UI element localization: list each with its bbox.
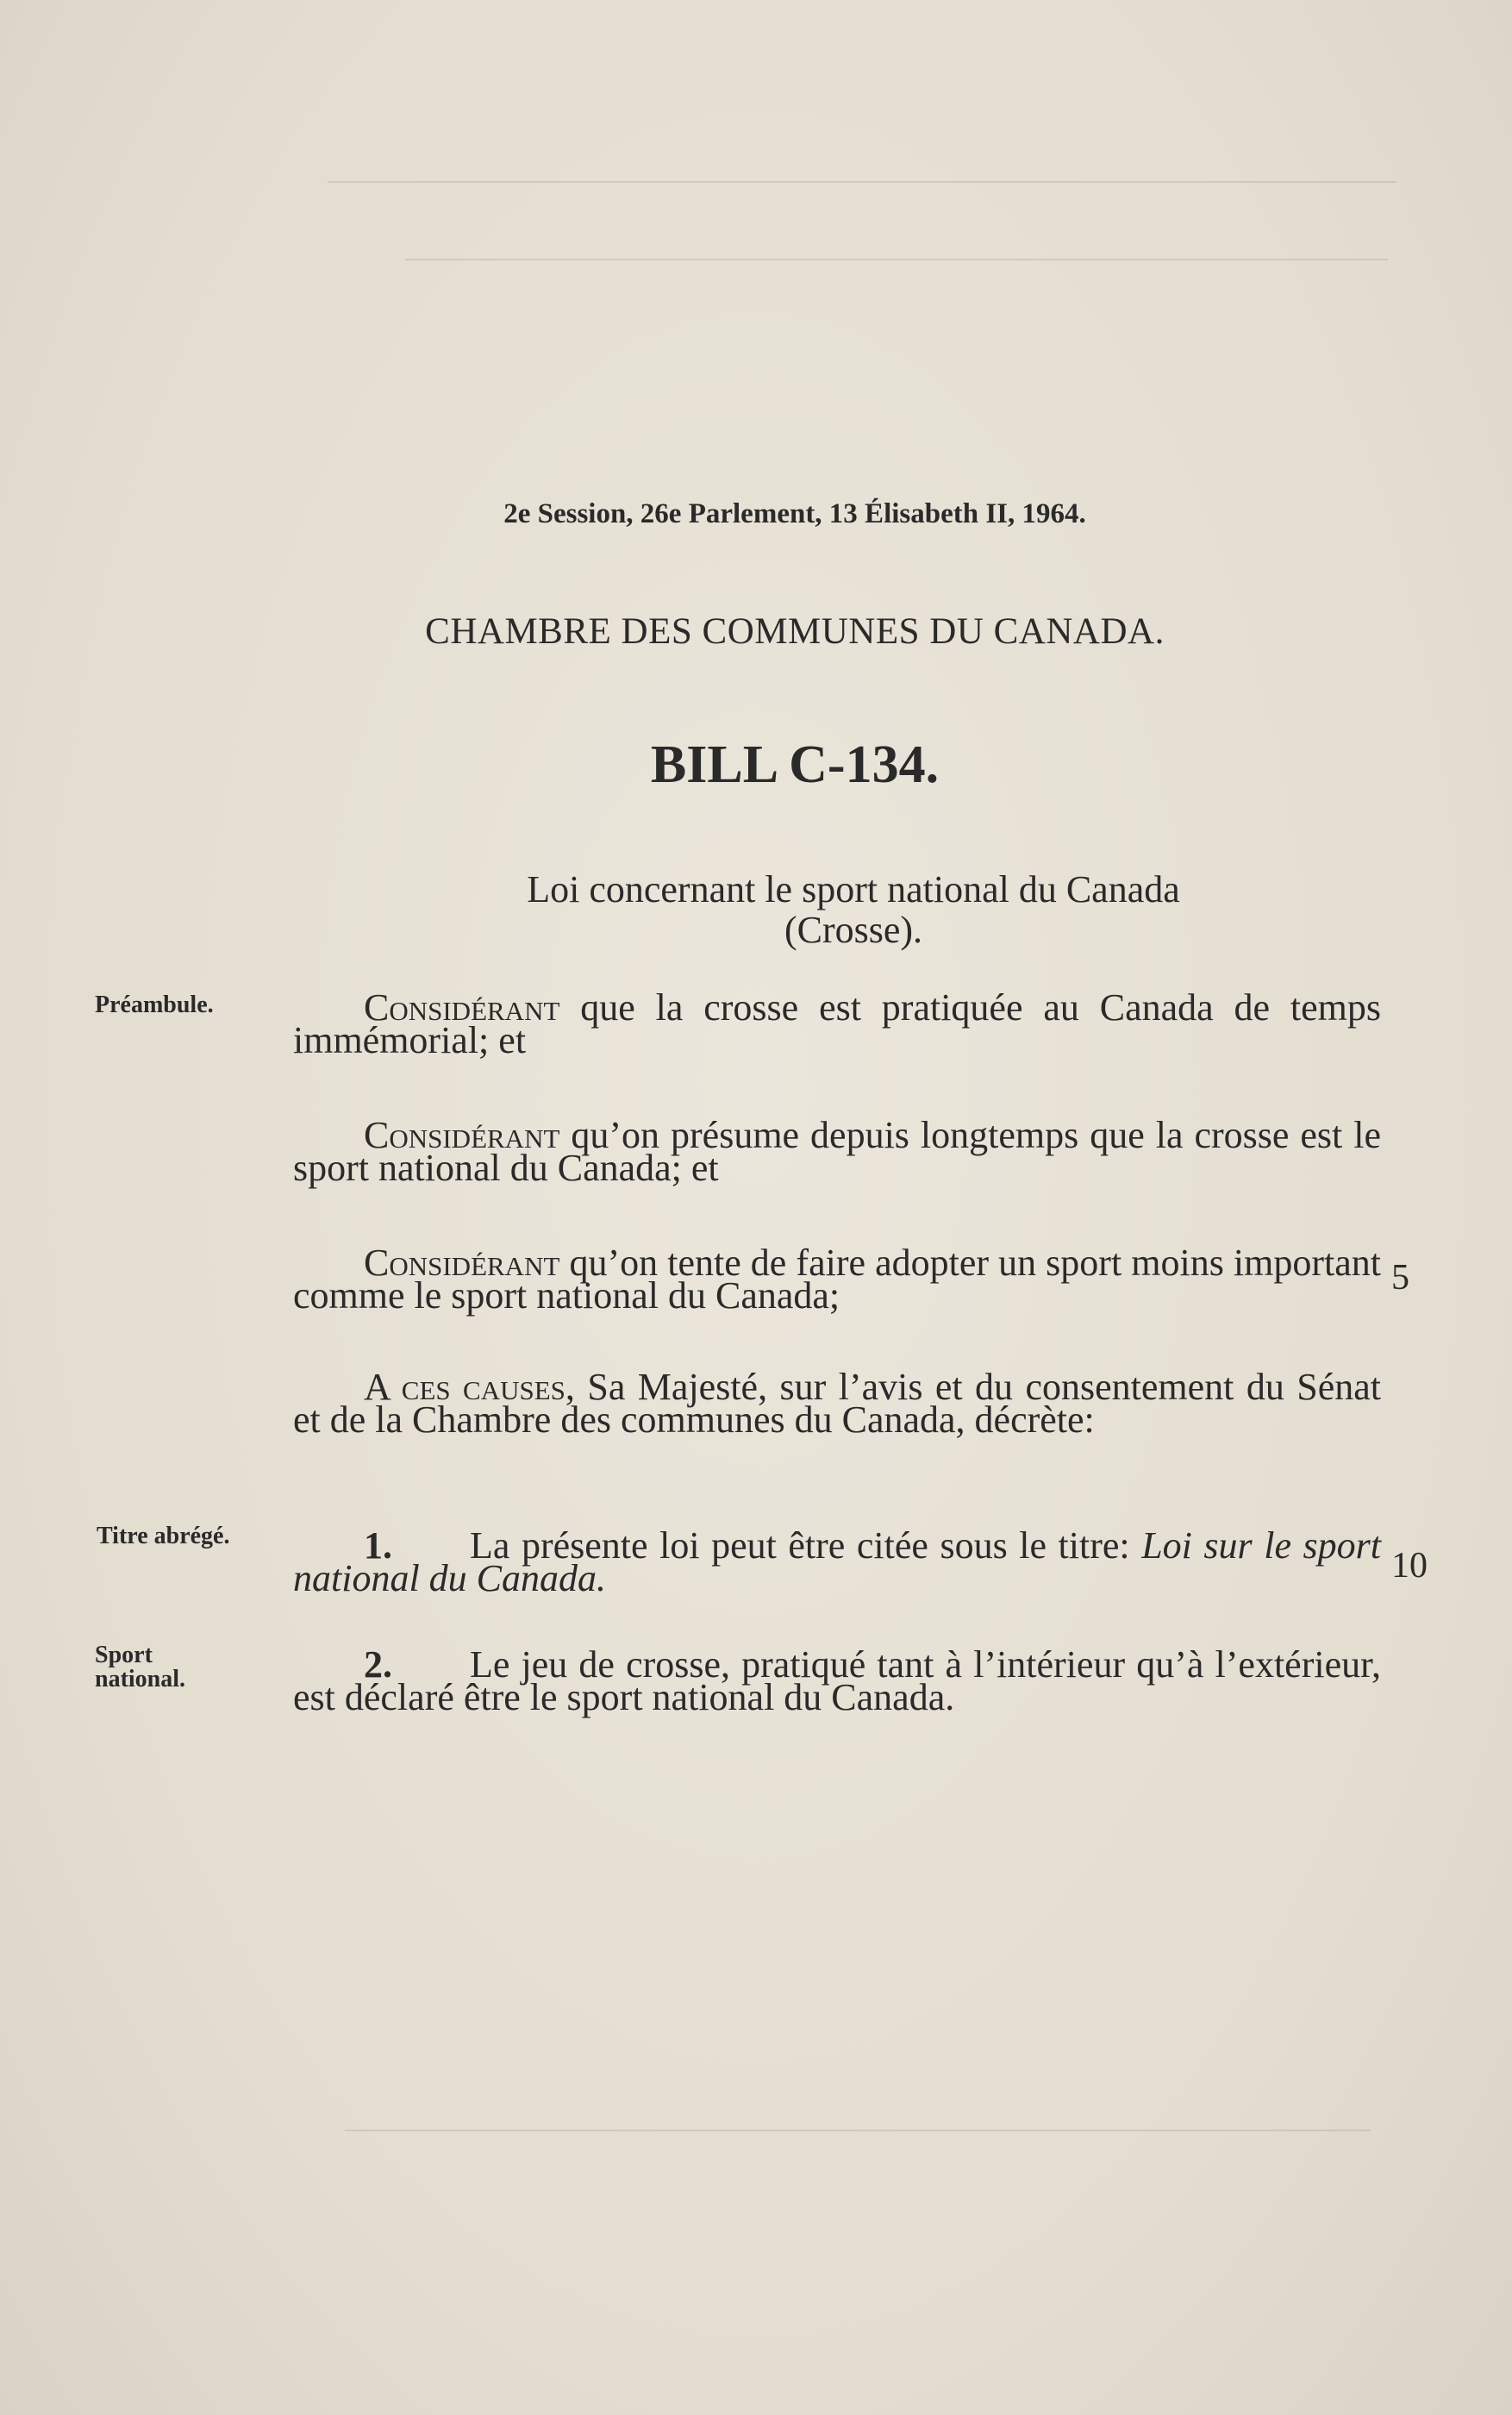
bleed-line	[405, 259, 1388, 260]
chamber-heading: CHAMBRE DES COMMUNES DU CANADA.	[425, 611, 1165, 652]
paragraph-text: Sa Majesté, sur l’avis et du consentement du Sénat et de la Chambre des communes du Canada, décrète:	[293, 1366, 1382, 1441]
bleed-line	[328, 181, 1396, 183]
section-text: La présente loi peut être citée sous le titre:	[470, 1524, 1142, 1567]
whereas-lead: Considérant	[364, 986, 560, 1029]
paragraph-text: que la crosse est pratiquée au Canada de temps immémorial; et	[293, 986, 1381, 1061]
margin-note-titre-abrege: Titre abrégé.	[97, 1523, 230, 1549]
enacting-clause	[293, 1366, 1382, 1441]
preamble-paragraph-3	[293, 1242, 1381, 1317]
margin-note-sport: Sport	[95, 1642, 153, 1668]
margin-note-preambule: Préambule.	[95, 992, 214, 1018]
section-number: 2.	[364, 1643, 392, 1686]
paragraph-text: qu’on présume depuis longtemps que la crosse est le sport national du Canada; et	[293, 1114, 1381, 1189]
section-text: Le jeu de crosse, pratiqué tant à l’intérieur qu’à l’extérieur, est déclaré être le sport national du Canada.	[293, 1643, 1381, 1718]
whereas-lead: Considérant	[364, 1242, 560, 1284]
whereas-lead: Considérant	[364, 1114, 560, 1156]
line-number-5: 5	[1391, 1258, 1409, 1298]
paragraph-text: qu’on tente de faire adopter un sport moins important comme le sport national du Canada;	[293, 1242, 1381, 1317]
section-number: 1.	[364, 1524, 392, 1567]
section-1	[293, 1524, 1381, 1599]
session-line: 2e Session, 26e Parlement, 13 Élisabeth II, 1964.	[503, 498, 1086, 529]
long-title-line-1: Loi concernant le sport national du Canada	[527, 868, 1180, 910]
margin-note-national: national.	[95, 1666, 186, 1692]
section-2	[293, 1643, 1381, 1718]
preamble-paragraph-2	[293, 1114, 1381, 1189]
short-title: Loi sur le sport national du Canada.	[293, 1524, 1381, 1599]
preamble-paragraph-1	[293, 986, 1381, 1061]
margin-note-sport-national	[95, 1643, 267, 1692]
bill-number: BILL C-134.	[650, 735, 940, 794]
bleed-line	[345, 2130, 1371, 2131]
line-number-10: 10	[1391, 1546, 1428, 1586]
long-title-line-2: (Crosse).	[784, 909, 923, 951]
long-title	[431, 869, 1276, 950]
enacting-lead: A ces causes,	[364, 1366, 575, 1408]
